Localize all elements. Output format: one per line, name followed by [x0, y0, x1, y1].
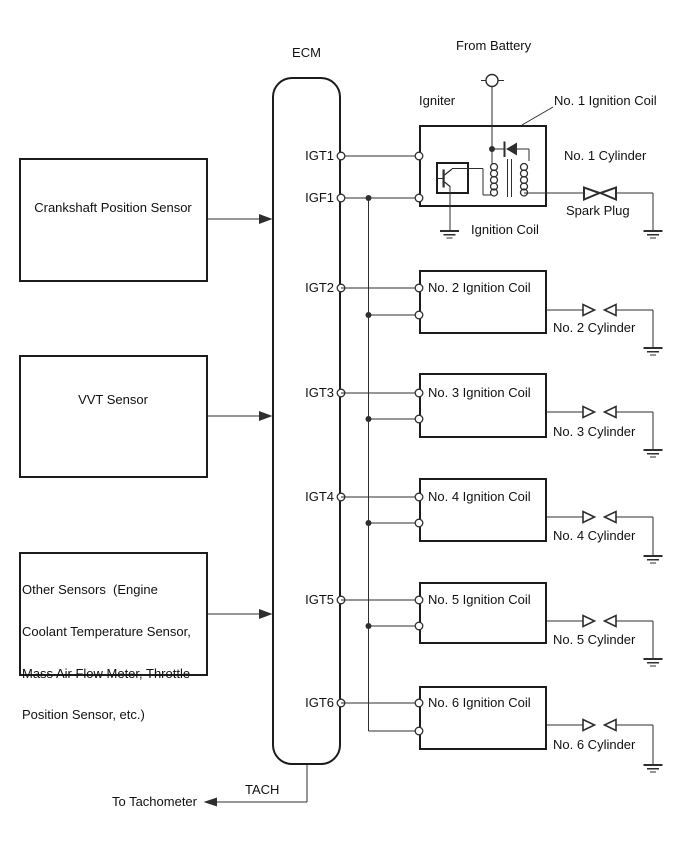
coil-2-label: No. 2 Ignition Coil: [428, 280, 531, 295]
coil-3-box: [419, 373, 547, 438]
pin-label-igt1: IGT1: [305, 148, 334, 163]
spark-gap-symbol: [583, 616, 595, 627]
spark-gap-symbol: [583, 512, 595, 523]
coil-4-label: No. 4 Ignition Coil: [428, 489, 531, 504]
igniter-label: Igniter: [419, 93, 456, 108]
spark-gap-symbol: [605, 407, 617, 418]
arrowhead: [259, 214, 273, 224]
crankshaft-sensor-box: [19, 158, 208, 282]
cylinder-5-label: No. 5 Cylinder: [553, 632, 636, 647]
spark-gap-symbol: [605, 720, 617, 731]
junction-dot: [366, 195, 372, 201]
cylinder-3-label: No. 3 Cylinder: [553, 424, 636, 439]
arrowhead: [204, 798, 218, 807]
other-sensors-line-4: Position Sensor, etc.): [22, 707, 145, 723]
pin-label-igf1: IGF1: [305, 190, 334, 205]
other-sensors-line-3: Mass Air Flow Meter, Throttle: [22, 665, 191, 681]
spark-gap-symbol: [605, 616, 617, 627]
junction-dot: [366, 312, 372, 318]
pin-label-igt4: IGT4: [305, 489, 334, 504]
pin-label-igt3: IGT3: [305, 385, 334, 400]
cylinder-4-label: No. 4 Cylinder: [553, 528, 636, 543]
from-battery-label: From Battery: [456, 38, 532, 53]
pin-label-igt6: IGT6: [305, 695, 334, 710]
coil-4-box: [419, 478, 547, 542]
pin-label-igt2: IGT2: [305, 280, 334, 295]
spark-gap-symbol: [605, 512, 617, 523]
spark-gap-symbol: [583, 720, 595, 731]
junction-dot: [366, 416, 372, 422]
pin-label-igt5: IGT5: [305, 592, 334, 607]
cylinder-2-label: No. 2 Cylinder: [553, 320, 636, 335]
coil-6-label: No. 6 Ignition Coil: [428, 695, 531, 710]
coil-3-label: No. 3 Ignition Coil: [428, 385, 531, 400]
crankshaft-sensor-label: Crankshaft Position Sensor: [34, 200, 192, 215]
other-sensors-line-1: Other Sensors (Engine: [22, 582, 158, 597]
cylinder-6-label: No. 6 Cylinder: [553, 737, 636, 752]
spark-plug-label: Spark Plug: [566, 203, 630, 218]
arrowhead: [259, 609, 273, 619]
junction-dot: [366, 520, 372, 526]
vvt-sensor-label: VVT Sensor: [78, 392, 148, 407]
spark-gap-symbol: [605, 305, 617, 316]
other-sensors-label: [22, 555, 191, 750]
callout-line: [522, 107, 553, 125]
junction-dot: [366, 623, 372, 629]
tach-pin-label: TACH: [245, 782, 280, 797]
coil-5-label: No. 5 Ignition Coil: [428, 592, 531, 607]
battery-connector-icon: [486, 75, 498, 87]
other-sensors-line-2: Coolant Temperature Sensor,: [22, 623, 191, 639]
spark-gap-symbol: [583, 407, 595, 418]
vvt-sensor-box: [19, 355, 208, 478]
no1-ignition-coil-callout: No. 1 Ignition Coil: [554, 93, 657, 108]
arrowhead: [259, 411, 273, 421]
cylinder-1-label: No. 1 Cylinder: [564, 148, 647, 163]
spark-gap-symbol: [601, 188, 617, 200]
spark-gap-symbol: [583, 305, 595, 316]
to-tachometer-label: To Tachometer: [111, 794, 197, 809]
ignition-coil-caption: Ignition Coil: [471, 222, 539, 237]
igniter-coil-1-box: [419, 125, 547, 207]
ecm-box: [272, 77, 341, 765]
ecm-label: ECM: [292, 45, 321, 60]
spark-gap-symbol: [584, 188, 600, 200]
